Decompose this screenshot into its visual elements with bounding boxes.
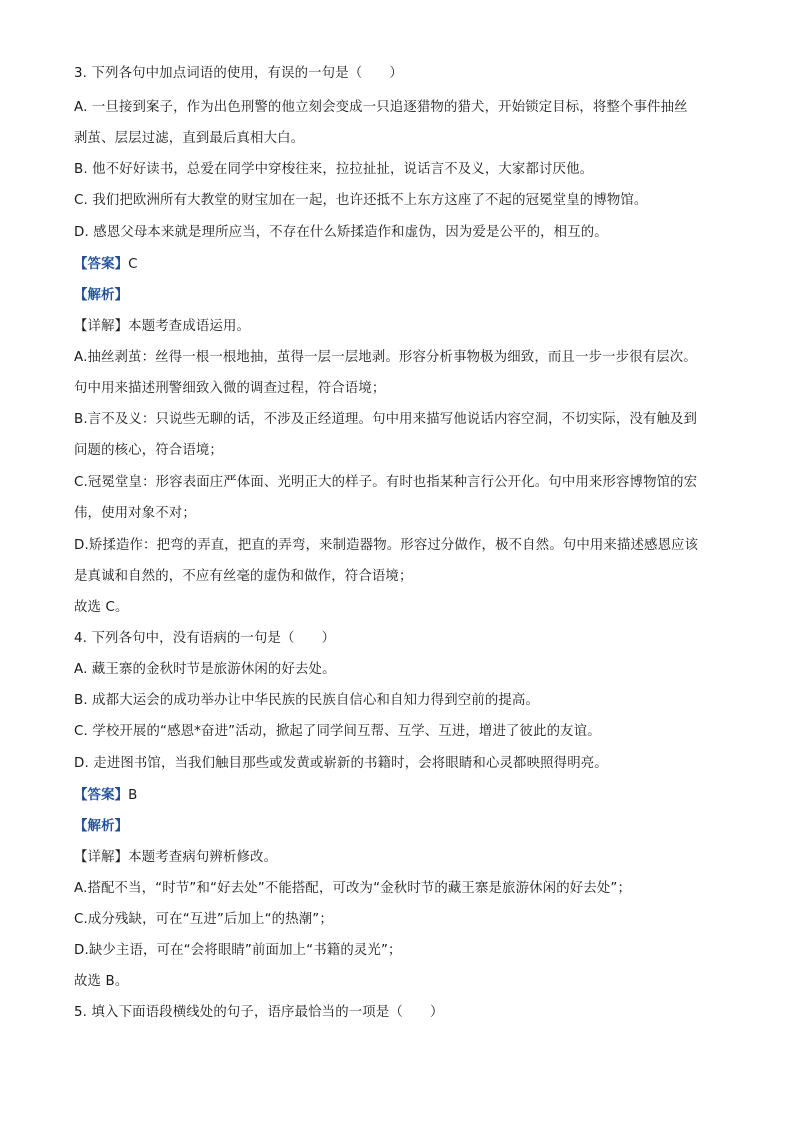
q4-exp-d: D.缺少主语，可在“会将眼睛”前面加上“书籍的灵光”； <box>74 943 402 958</box>
q3-exp-c-line2: 伟，使用对象不对； <box>74 506 196 521</box>
answer-value: C <box>128 257 138 272</box>
q5-stem: 5. 填入下面语段横线处的句子，语序最恰当的一项是（ ） <box>74 1005 444 1020</box>
q3-exp-c-line1: C.冠冕堂皇：形容表面庄严体面、光明正大的样子。有时也指某种言行公开化。句中用来形容博物馆的宏 <box>74 475 698 490</box>
q4-analysis-tag <box>74 818 128 836</box>
q3-exp-a-line2: 句中用来描述刑警细致入微的调查过程，符合语境； <box>74 381 386 396</box>
q4-exp-a: A.搭配不当，“时节”和“好去处”不能搭配，可改为“金秋时节的藏王寨是旅游休闲的好去处”； <box>74 881 632 896</box>
analysis-tag: 【解析】 <box>74 288 129 303</box>
q3-analysis-tag <box>74 287 128 305</box>
q4-detail <box>74 849 277 867</box>
q4-option-a: A. 藏王寨的金秋时节是旅游休闲的好去处。 <box>74 662 336 677</box>
analysis-tag: 【解析】 <box>74 819 129 834</box>
detail-text: 本题考查成语运用。 <box>128 319 251 334</box>
q4-option-b: B. 成都大运会的成功举办让中华民族的民族自信心和自知力得到空前的提高。 <box>74 693 539 708</box>
q3-detail <box>74 318 250 336</box>
q3-exp-d-line1: D.矫揉造作：把弯的弄直，把直的弄弯，来制造器物。形容过分做作，极不自然。句中用来描述感恩应该 <box>74 538 699 553</box>
q4-answer <box>74 787 138 805</box>
detail-tag: 【详解】 <box>74 319 129 334</box>
q3-exp-a-line1: A.抽丝剥茧：丝得一根一根地抽，茧得一层一层地剥。形容分析事物极为细致，而且一步一步很有层次。 <box>74 350 697 365</box>
q3-option-c: C. 我们把欧洲所有大教堂的财宝加在一起，也许还抵不上东方这座了不起的冠冕堂皇的博物馆。 <box>74 193 648 208</box>
answer-value: B <box>128 788 138 803</box>
answer-tag: 【答案】 <box>74 257 129 272</box>
answer-tag: 【答案】 <box>74 788 129 803</box>
q3-exp-b-line2: 问题的核心，符合语境； <box>74 443 223 458</box>
detail-tag: 【详解】 <box>74 850 129 865</box>
q4-stem: 4. 下列各句中，没有语病的一句是（ ） <box>74 631 336 646</box>
q3-stem: 3. 下列各句中加点词语的使用，有误的一句是（ ） <box>74 66 403 81</box>
q4-option-d: D. 走进图书馆，当我们触目那些或发黄或崭新的书籍时，会将眼睛和心灵都映照得明亮。 <box>74 756 608 771</box>
q3-option-a-line1: A. 一旦接到案子，作为出色刑警的他立刻会变成一只追逐猎物的猎犬，开始锁定目标，将整个事件抽丝 <box>74 100 688 115</box>
q3-conclusion: 故选 C。 <box>74 600 129 615</box>
q3-exp-d-line2: 是真诚和自然的，不应有丝毫的虚伪和做作，符合语境； <box>74 569 413 584</box>
detail-text: 本题考查病句辨析修改。 <box>128 850 278 865</box>
q4-conclusion: 故选 B。 <box>74 974 129 989</box>
q4-option-c: C. 学校开展的“感恩*奋进”活动，掀起了同学间互帮、互学、互进，增进了彼此的友谊。 <box>74 724 601 739</box>
q3-option-b: B. 他不好好读书，总爱在同学中穿梭往来，拉拉扯扯，说话言不及义，大家都讨厌他。 <box>74 162 594 177</box>
q4-exp-c: C.成分残缺，可在“互进”后加上“的热潮”； <box>74 912 333 927</box>
q3-answer <box>74 256 138 274</box>
q3-option-d: D. 感恩父母本来就是理所应当，不存在什么矫揉造作和虚伪，因为爱是公平的，相互的。 <box>74 225 608 240</box>
q3-exp-b-line1: B.言不及义：只说些无聊的话，不涉及正经道理。句中用来描写他说话内容空洞，不切实际，没有触及到 <box>74 412 698 427</box>
q3-option-a-line2: 剥茧、层层过滤，直到最后真相大白。 <box>74 131 305 146</box>
